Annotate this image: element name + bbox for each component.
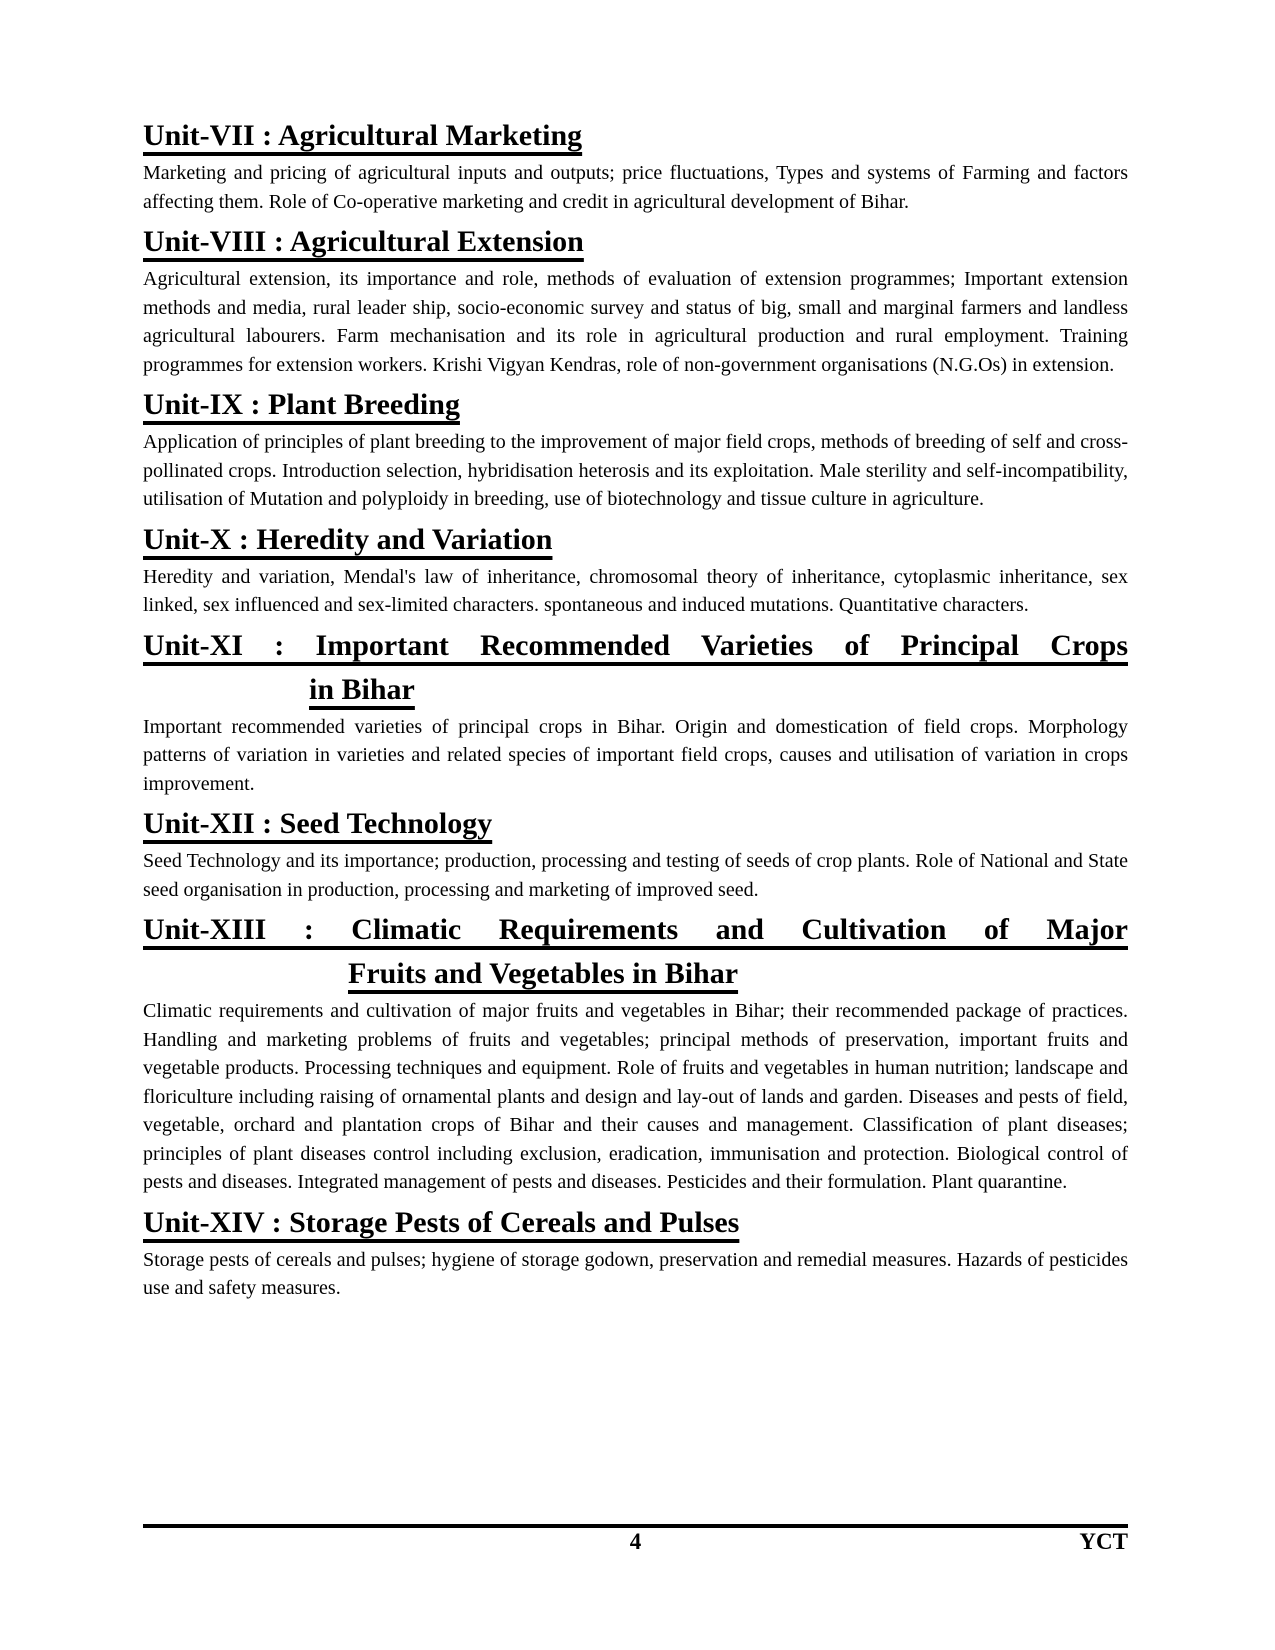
unit-paragraph: Climatic requirements and cultivation of major fruits and vegetables in Bihar; their recommended package of practices. Handling and marketing problems of fruits and vegetables; principal methods of preservation, important fruits and vegetable products. Processing techniques and equipment. Role of fruits and vegetables in human nutrition; landscape and floriculture including raising of ornamental plants and design and lay-out of lands and garden. Diseases and pests of field, vegetable, orchard and plantation crops of Bihar and their causes and management. Classification of plant diseases; principles of plant diseases control including exclusion, eradication, immunisation and protection. Biological control of pests and diseases. Integrated management of pests and diseases. Pesticides and their formulation. Plant quarantine.: [143, 1000, 1128, 1193]
unit-section: [143, 520, 1128, 620]
unit-heading-line: Unit-XIII : Climatic Requirements and Cultivation of Major: [143, 913, 1128, 946]
unit-heading: [143, 116, 1128, 156]
unit-section: [143, 804, 1128, 904]
unit-heading-line: Fruits and Vegetables in Bihar: [348, 957, 739, 990]
unit-heading: [143, 910, 1128, 994]
unit-section: [143, 626, 1128, 799]
unit-section: [143, 910, 1128, 1197]
unit-heading: [143, 222, 1128, 262]
publisher-initials: YCT: [1079, 1529, 1128, 1554]
unit-heading-line: Unit-X : Heredity and Variation: [143, 522, 553, 556]
unit-heading: [143, 804, 1128, 844]
page-footer: [143, 1524, 1128, 1555]
unit-heading: [143, 385, 1128, 425]
unit-section: [143, 1203, 1128, 1303]
footer-row: [143, 1528, 1128, 1555]
unit-paragraph: Marketing and pricing of agricultural inputs and outputs; price fluctuations, Types and systems of Farming and factors affecting them. Role of Co-operative marketing and credit in agricultural development of Bihar.: [143, 162, 1128, 213]
unit-heading-line: Unit-XIV : Storage Pests of Cereals and Pulses: [143, 1205, 740, 1239]
unit-heading-line: Unit-IX : Plant Breeding: [143, 388, 460, 421]
unit-heading-line: Unit-VIII : Agricultural Extension: [143, 225, 584, 258]
unit-heading: [143, 520, 1128, 560]
unit-paragraph: Seed Technology and its importance; production, processing and testing of seeds of crop plants. Role of National and State seed organisation in production, processing and marketing of improved seed.: [143, 850, 1128, 901]
unit-heading-line: Unit-XI : Important Recommended Varieties of Principal Crops: [143, 628, 1128, 662]
unit-section: [143, 116, 1128, 216]
unit-heading-line: Unit-XII : Seed Technology: [143, 807, 493, 840]
unit-paragraph: Agricultural extension, its importance and role, methods of evaluation of extension programmes; Important extension methods and media, rural leader ship, socio-economic survey and status of big, small and marginal farmers and landless agricultural labourers. Farm mechanisation and its role in agricultural production and rural employment. Training programmes for extension workers. Krishi Vigyan Kendras, role of non-government organisations (N.G.Os) in extension.: [143, 268, 1128, 376]
unit-heading: [143, 1203, 1128, 1243]
unit-section: [143, 385, 1128, 514]
unit-paragraph: Heredity and variation, Mendal's law of inheritance, chromosomal theory of inheritance, cytoplasmic inheritance, sex linked, sex influenced and sex-limited characters. spontaneous and induced mutations. Quantitative characters.: [143, 565, 1128, 616]
sections-container: [143, 110, 1128, 1303]
unit-heading-line: in Bihar: [309, 672, 415, 706]
unit-heading: [143, 626, 1128, 710]
unit-paragraph: Storage pests of cereals and pulses; hygiene of storage godown, preservation and remedial measures. Hazards of pesticides use and safety measures.: [143, 1248, 1128, 1299]
unit-paragraph: Important recommended varieties of principal crops in Bihar. Origin and domestication of field crops. Morphology patterns of variation in varieties and related species of important field crops, causes and utilisation of variation in crops improvement.: [143, 715, 1128, 795]
unit-section: [143, 222, 1128, 379]
page-number: 4: [629, 1529, 642, 1554]
unit-paragraph: Application of principles of plant breeding to the improvement of major field crops, methods of breeding of self and cross-pollinated crops. Introduction selection, hybridisation heterosis and its exploitation. Male sterility and self-incompatibility, utilisation of Mutation and polyploidy in breeding, use of biotechnology and tissue culture in agriculture.: [143, 431, 1128, 510]
unit-heading-line: Unit-VII : Agricultural Marketing: [143, 119, 583, 152]
